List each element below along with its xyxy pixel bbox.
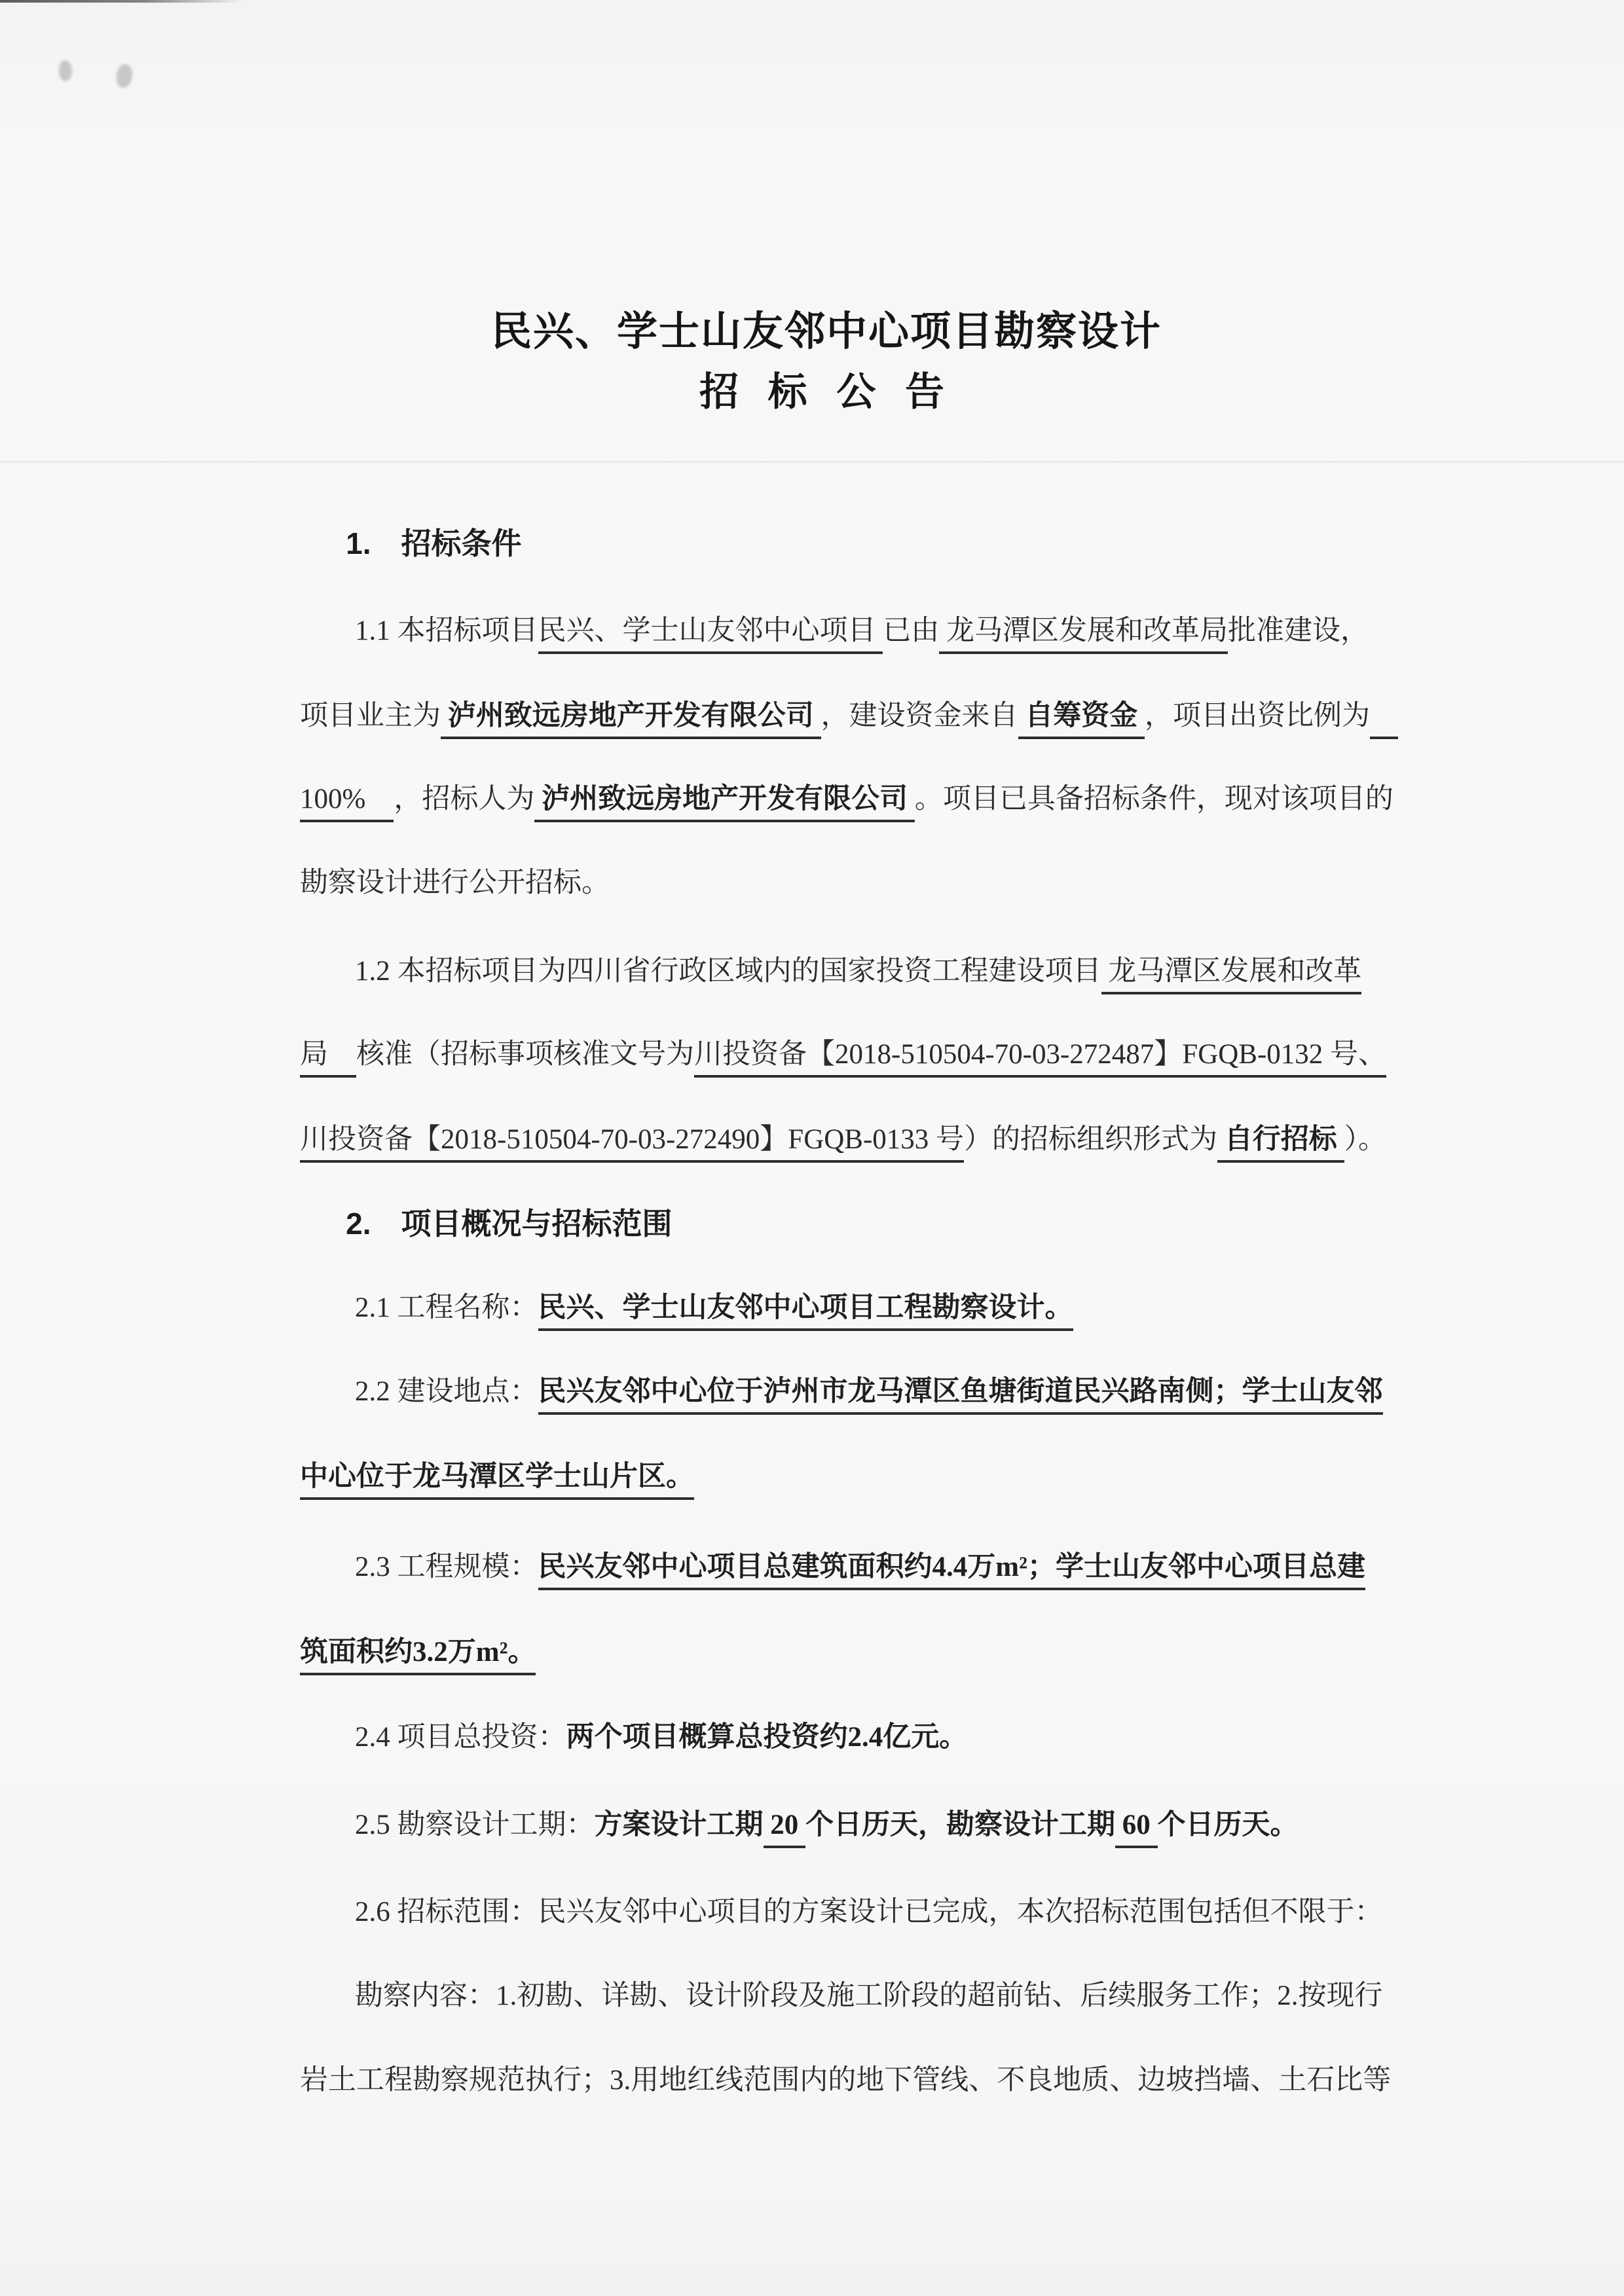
underlined-value: 民兴友邻中心项目总建筑面积约4.4万m²；学士山友邻中心项目总建 [538, 1552, 1365, 1590]
underlined-value: 民兴、学士山友邻中心项目工程勘察设计。 [538, 1292, 1073, 1331]
scan-crease-line [0, 461, 1624, 463]
underlined-value: 泸州致远房地产开发有限公司 [441, 701, 821, 739]
text-run: 2.3 工程规模： [355, 1552, 538, 1582]
text-run: ，招标人为 [394, 784, 535, 814]
underlined-value: 龙马潭区发展和改革局 [939, 615, 1228, 654]
para-2-6-line-3 [272, 2022, 1424, 2140]
emphasis-text: 方案设计工期 [594, 1810, 764, 1840]
underlined-value: 自行招标 [1217, 1124, 1344, 1163]
scan-smudge [117, 64, 132, 88]
underlined-value: 20 [764, 1810, 806, 1848]
underlined-value: 龙马潭区发展和改革 [1101, 956, 1362, 994]
underlined-value: 中心位于龙马潭区学士山片区。 [300, 1461, 694, 1500]
underlined-value: 局 [300, 1039, 356, 1078]
text-run: 2.6 招标范围：民兴友邻中心项目的方案设计已完成，本次招标范围包括但不限于： [355, 1897, 1383, 1927]
underlined-value: 60 [1115, 1810, 1158, 1848]
underlined-value: 泸州致远房地产开发有限公司 [534, 784, 915, 822]
text-run: 批准建设， [1228, 615, 1369, 646]
text-run: 勘察内容：1.初勘、详勘、设计阶段及施工阶段的超前钻、后续服务工作；2.按现行 [355, 1980, 1383, 2011]
document-title-line-2: 招 标 公 告 [699, 370, 953, 414]
text-run: 项目业主为 [300, 701, 441, 731]
text-run: ，建设资金来自 [821, 701, 1018, 731]
text-run: 1.1 本招标项目 [355, 615, 538, 646]
underlined-value: 川投资备【2018-510504-70-03-272490】FGQB-0133 号 [300, 1124, 964, 1163]
text-run: ）的招标组织形式为 [964, 1124, 1218, 1155]
text-run: ，项目出资比例为 [1145, 701, 1370, 731]
text-run: 2.4 项目总投资： [355, 1722, 566, 1753]
text-run: 。项目已具备招标条件，现对该项目的 [914, 784, 1393, 814]
scan-smudge [59, 60, 72, 81]
heading-text: 2. 项目概况与招标范围 [346, 1207, 673, 1241]
emphasis-text: 个日历天，勘察设计工期 [805, 1810, 1115, 1840]
text-run: 1.2 本招标项目为四川省行政区域内的国家投资工程建设项目 [355, 956, 1101, 987]
underlined-value: 民兴、学士山友邻中心项目 [538, 615, 883, 654]
emphasis-text: 个日历天。 [1157, 1810, 1299, 1840]
underlined-value: 筑面积约3.2万m²。 [300, 1637, 536, 1675]
text-run: 核准（招标事项核准文号为 [356, 1039, 694, 1070]
text-run: ）。 [1344, 1124, 1387, 1155]
underlined-value: 自筹资金 [1018, 701, 1145, 739]
heading-text: 1. 招标条件 [346, 526, 522, 560]
text-run: 已由 [883, 615, 940, 646]
underlined-value: 川投资备【2018-510504-70-03-272487】FGQB-0132 号、 [694, 1039, 1386, 1078]
text-run: 2.2 建设地点： [355, 1376, 538, 1407]
underlined-blank [1370, 701, 1398, 739]
text-run: 勘察设计进行公开招标。 [300, 867, 610, 898]
document-title-line-1: 民兴、学士山友邻中心项目勘察设计 [490, 309, 1162, 354]
text-run: 2.1 工程名称： [355, 1292, 538, 1323]
emphasis-text: 两个项目概算总投资约2.4亿元。 [566, 1722, 968, 1753]
text-run: 2.5 勘察设计工期： [355, 1810, 595, 1840]
text-run: 岩土工程勘察规范执行；3.用地红线范围内的地下管线、不良地质、边坡挡墙、土石比等 [300, 2065, 1392, 2096]
scan-edge-artifact [0, 0, 242, 3]
underlined-value: 100% [300, 784, 394, 822]
underlined-value: 民兴友邻中心位于泸州市龙马潭区鱼塘街道民兴路南侧；学士山友邻 [538, 1376, 1383, 1415]
